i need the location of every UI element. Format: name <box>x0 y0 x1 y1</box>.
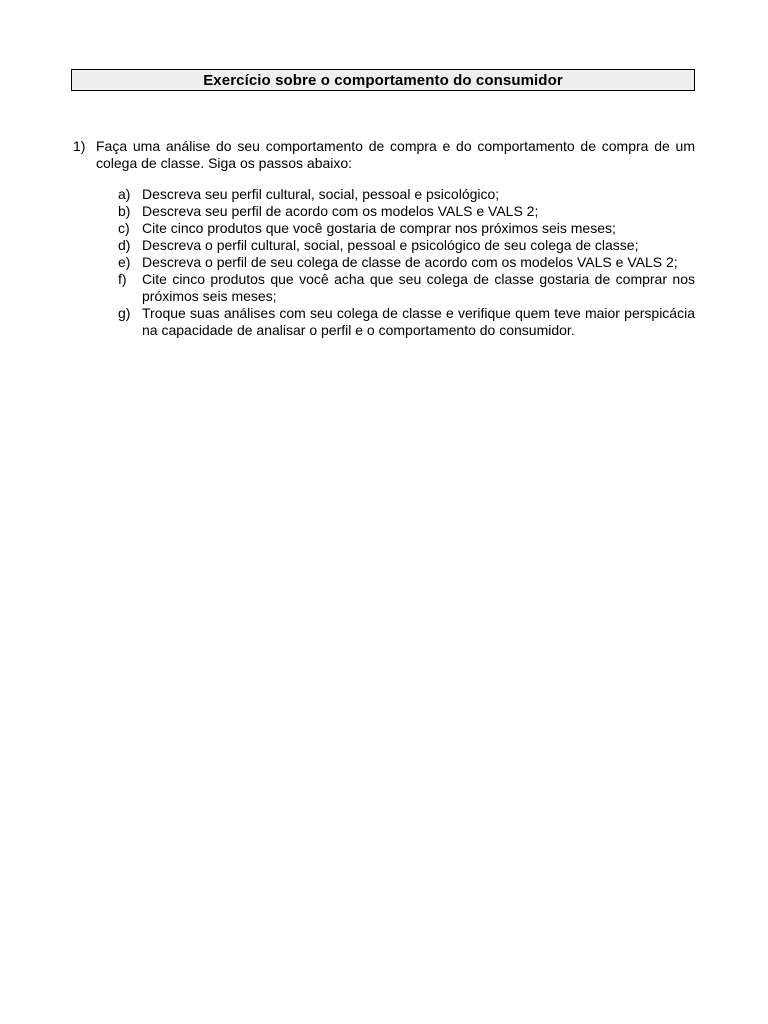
document-title: Exercício sobre o comportamento do consumidor <box>203 71 563 89</box>
list-item <box>118 237 695 254</box>
item-label: e) <box>118 254 131 270</box>
list-item <box>118 186 695 203</box>
item-label: c) <box>118 220 130 236</box>
steps-list <box>73 186 695 339</box>
list-item <box>118 203 695 220</box>
document-title-box <box>71 69 695 91</box>
item-text: Descreva seu perfil de acordo com os modelos VALS e VALS 2; <box>142 203 539 219</box>
question-row <box>73 138 695 172</box>
list-item <box>118 254 695 271</box>
item-label: a) <box>118 186 131 202</box>
item-text: Descreva seu perfil cultural, social, pessoal e psicológico; <box>142 186 500 202</box>
question-1 <box>73 138 695 339</box>
item-text: Descreva o perfil de seu colega de classe de acordo com os modelos VALS e VALS 2; <box>142 254 678 270</box>
list-item <box>118 305 695 339</box>
item-label: g) <box>118 305 131 321</box>
question-number: 1) <box>73 138 86 154</box>
item-label: f) <box>118 271 127 287</box>
item-text: Descreva o perfil cultural, social, pessoal e psicológico de seu colega de classe; <box>142 237 639 253</box>
item-text: Cite cinco produtos que você gostaria de comprar nos próximos seis meses; <box>142 220 616 236</box>
item-label: d) <box>118 237 131 253</box>
item-text: Troque suas análises com seu colega de classe e verifique quem teve maior perspicácia na capacidade de analisar o perfil e o comportamento do consumidor. <box>142 305 695 338</box>
item-label: b) <box>118 203 131 219</box>
item-text: Cite cinco produtos que você acha que seu colega de classe gostaria de comprar nos próximos seis meses; <box>142 271 695 304</box>
list-item <box>118 271 695 305</box>
list-item <box>118 220 695 237</box>
question-text: Faça uma análise do seu comportamento de compra e do comportamento de compra de um colega de classe. Siga os passos abaixo: <box>96 138 695 171</box>
